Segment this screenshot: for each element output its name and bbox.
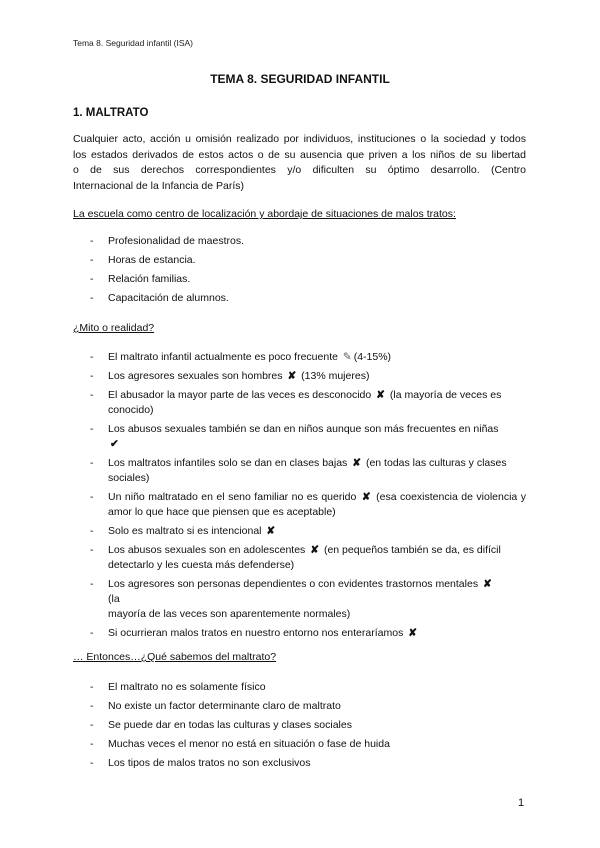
myth-item: - Un niño maltratado en el seno familiar no es querido ✘ (esa coexistencia de violencia y amor lo que hace que piensen que es aceptable) (90, 491, 526, 518)
dash-bullet: - (90, 351, 94, 363)
school-subheading: La escuela como centro de localización y abordaje de situaciones de malos tratos: (73, 208, 456, 220)
dash-bullet: - (90, 423, 94, 435)
dash-bullet: - (90, 578, 94, 590)
myth-item: - Los maltratos infantiles solo se dan en clases bajas ✘ (en todas las culturas y clases sociales) (90, 457, 507, 484)
dash-bullet: - (90, 681, 94, 693)
myth-item: - Si ocurrieran malos tratos en nuestro entorno nos enteraríamos ✘ (90, 627, 418, 639)
dash-bullet: - (90, 389, 94, 401)
cross-mark-icon: ✘ (287, 370, 297, 382)
cross-mark-icon: ✘ (352, 457, 362, 469)
myths-list (73, 350, 526, 641)
list-item: - Capacitación de alumnos. (90, 292, 229, 304)
definition-line: Internacional de la Infancia de París) (73, 179, 245, 192)
dash-bullet: - (90, 273, 94, 285)
dash-bullet: - (90, 738, 94, 750)
running-header: Tema 8. Seguridad infantil (ISA) (73, 38, 194, 48)
cross-mark-icon: ✘ (376, 389, 385, 401)
dash-bullet: - (90, 235, 94, 247)
definition-paragraph (73, 132, 526, 194)
list-item: - Profesionalidad de maestros. (90, 235, 244, 247)
dash-bullet: - (90, 700, 94, 712)
definition-line: los estados derivados de estos actos o de su ausencia que priven a los niños de su libertad (73, 148, 526, 161)
myth-item: - Los agresores son personas dependientes o con evidentes trastornos mentales ✘ (la mayoría de las veces son aparentemente normales) (90, 578, 492, 620)
list-item: - Muchas veces el menor no está en situación o fase de huida (90, 738, 390, 750)
knowledge-list (73, 680, 526, 771)
dash-bullet: - (90, 757, 94, 769)
dash-bullet: - (90, 544, 94, 556)
myth-item: - El maltrato infantil actualmente es poco frecuente ✎ (4-15%) (90, 351, 392, 363)
definition-line: Cualquier acto, acción u omisión realizado por individuos, instituciones o la sociedad y todos (73, 133, 526, 145)
dash-bullet: - (90, 525, 94, 537)
dash-bullet: - (90, 719, 94, 731)
list-item: - Horas de estancia. (90, 254, 196, 266)
knowledge-subheading: … Entonces…¿Qué sabemos del maltrato? (73, 651, 277, 663)
definition-line: o de sus derechos correspondientes y/o dificulten su óptimo desarrollo. (Centro (73, 164, 526, 176)
dash-bullet: - (90, 292, 94, 304)
document-title: TEMA 8. SEGURIDAD INFANTIL (210, 72, 390, 86)
myth-item: - El abusador la mayor parte de las veces es desconocido ✘ (la mayoría de veces es conocido) (90, 389, 502, 416)
myth-item: - Los abusos sexuales también se dan en niños aunque son más frecuentes en niñas ✔ (90, 423, 499, 450)
cross-mark-icon: ✘ (408, 627, 418, 639)
school-list (73, 234, 526, 306)
list-item: - Se puede dar en todas las culturas y clases sociales (90, 719, 352, 731)
dash-bullet: - (90, 254, 94, 266)
cross-mark-icon: ✘ (266, 525, 276, 537)
list-item: - Relación familias. (90, 273, 191, 285)
cross-mark-icon: ✘ (361, 491, 371, 503)
myth-item: - Los agresores sexuales son hombres ✘ (13% mujeres) (90, 370, 370, 382)
cross-mark-icon: ✘ (310, 544, 320, 556)
check-mark-icon: ✔ (110, 438, 119, 450)
page-number: 1 (518, 797, 525, 809)
myth-item: - Los abusos sexuales son en adolescentes ✘ (en pequeños también se da, es difícil detectarlo y les cuesta más defenderse) (90, 544, 501, 571)
list-item: - El maltrato no es solamente físico (90, 681, 266, 693)
myth-item: - Solo es maltrato si es intencional ✘ (90, 525, 276, 537)
dash-bullet: - (90, 457, 94, 469)
dash-bullet: - (90, 491, 94, 503)
list-item: - No existe un factor determinante claro de maltrato (90, 700, 341, 712)
list-item: - Los tipos de malos tratos no son exclusivos (90, 757, 311, 769)
dash-bullet: - (90, 627, 94, 639)
myths-subheading: ¿Mito o realidad? (73, 322, 155, 334)
dash-bullet: - (90, 370, 94, 382)
pencil-icon: ✎ (342, 351, 352, 363)
section-heading-maltrato: 1. MALTRATO (73, 107, 149, 119)
cross-mark-icon: ✘ (483, 578, 492, 590)
